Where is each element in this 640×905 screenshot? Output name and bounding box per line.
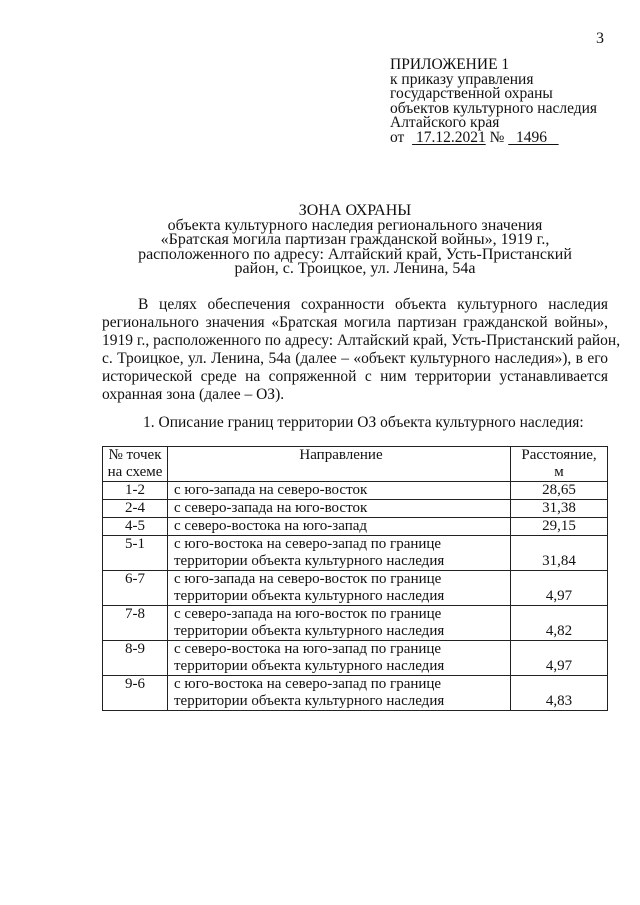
zone-title: ЗОНА ОХРАНЫ (298, 202, 412, 219)
cell-distance: 28,65 (511, 482, 608, 500)
order-prefix: от (390, 128, 405, 146)
intro-line: охранная зона (далее – ОЗ). (102, 386, 285, 403)
intro-line: регионального значения «Братская могила партизан гражданской войны», (102, 314, 608, 331)
cell-distance: 4,97 (511, 641, 608, 676)
cell-direction: с северо-запада на юго-восток по границе территории объекта культурного наследия (168, 606, 511, 641)
table-row (103, 641, 608, 676)
table-row (103, 518, 608, 536)
cell-direction: с северо-востока на юго-запад (168, 518, 511, 536)
appendix-line: объектов культурного наследия (390, 99, 598, 117)
appendix-title: ПРИЛОЖЕНИЕ 1 (390, 56, 510, 73)
cell-direction: с юго-востока на северо-запад по границе территории объекта культурного наследия (168, 536, 511, 571)
zone-subtitle-line: объекта культурного наследия регионального значения (167, 216, 543, 234)
zone-subtitle-line: «Братская могила партизан гражданской войны», 1919 г., (160, 231, 550, 248)
boundaries-table (102, 446, 608, 711)
table-row (103, 676, 608, 711)
zone-subtitle-line: район, с. Троицкое, ул. Ленина, 54а (234, 260, 476, 277)
order-line (390, 128, 597, 146)
header-direction: Направление (168, 447, 511, 482)
table-row (103, 482, 608, 500)
order-number-sign: № (489, 128, 505, 146)
order-number: 1496 (516, 128, 547, 146)
cell-direction: с юго-запада на северо-восток (168, 482, 511, 500)
intro-line: исторической среде на сопряженной с ним территории устанавливается (102, 368, 608, 385)
page-number: 3 (596, 30, 604, 47)
appendix-block (390, 58, 597, 145)
cell-distance: 29,15 (511, 518, 608, 536)
header-points: № точек на схеме (103, 447, 168, 482)
cell-points: 1-2 (103, 482, 168, 500)
appendix-line: государственной охраны (390, 85, 553, 102)
zone-header (90, 204, 620, 277)
appendix-line: Алтайского края (390, 114, 500, 131)
cell-distance: 31,84 (511, 536, 608, 571)
zone-subtitle-line: расположенного по адресу: Алтайский край, Усть-Пристанский (138, 245, 572, 263)
cell-points: 6-7 (103, 571, 168, 606)
table-row (103, 606, 608, 641)
section-title: 1. Описание границ территории ОЗ объекта культурного наследия: (143, 414, 584, 431)
cell-direction: с юго-востока на северо-запад по границе территории объекта культурного наследия (168, 676, 511, 711)
table-header-row (103, 447, 608, 482)
table-row (103, 500, 608, 518)
cell-direction: с северо-запада на юго-восток (168, 500, 511, 518)
cell-points: 7-8 (103, 606, 168, 641)
order-date: 17.12.2021 (415, 128, 486, 146)
header-distance: Расстояние, м (511, 447, 608, 482)
table-row (103, 536, 608, 571)
intro-paragraph (102, 296, 621, 404)
cell-direction: с юго-запада на северо-восток по границе территории объекта культурного наследия (168, 571, 511, 606)
intro-line: В целях обеспечения сохранности объекта культурного наследия (138, 296, 608, 313)
cell-distance: 4,83 (511, 676, 608, 711)
appendix-line: к приказу управления (390, 70, 534, 88)
cell-distance: 4,82 (511, 606, 608, 641)
cell-points: 4-5 (103, 518, 168, 536)
cell-direction: с северо-востока на юго-запад по границе территории объекта культурного наследия (168, 641, 511, 676)
cell-points: 2-4 (103, 500, 168, 518)
cell-distance: 31,38 (511, 500, 608, 518)
cell-points: 8-9 (103, 641, 168, 676)
table-row (103, 571, 608, 606)
cell-points: 9-6 (103, 676, 168, 711)
cell-points: 5-1 (103, 536, 168, 571)
cell-distance: 4,97 (511, 571, 608, 606)
intro-line: с. Троицкое, ул. Ленина, 54а (далее – «объект культурного наследия»), в его (102, 350, 608, 367)
intro-line: 1919 г., расположенного по адресу: Алтайский край, Усть-Пристанский район, (102, 332, 621, 349)
